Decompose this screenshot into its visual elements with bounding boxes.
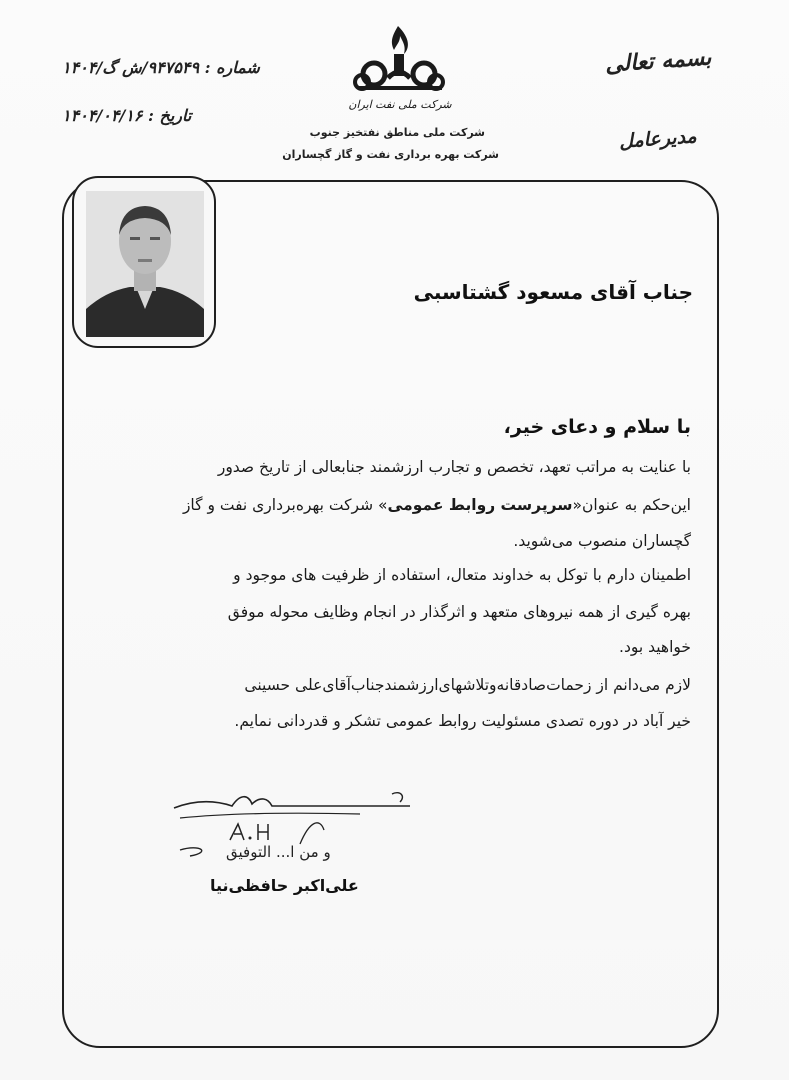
body-line: لازم می‌دانم از زحمات‌صادقانه‌وتلاشهای‌ارزشمندجناب‌آقای‌علی حسینی — [244, 676, 691, 694]
body-line: گچساران منصوب می‌شوید. — [513, 532, 691, 550]
letter-date: تاریخ : ۱۴۰۴/۰۴/۱۶ — [62, 106, 192, 125]
greeting: با سلام و دعای خیر، — [503, 416, 691, 438]
body-line: این‌حکم به عنوان«سرپرست روابط عمومی» شرکت بهره‌برداری نفت و گاز — [182, 496, 691, 514]
office-title: مدیرعامل — [618, 125, 698, 153]
body-line: اطمینان دارم با توکل به خداوند متعال، استفاده از ظرفیت های موجود و — [233, 566, 691, 584]
portrait-photo — [86, 191, 204, 337]
body-line: با عنایت به مراتب تعهد، تخصص و تجارب ارزشمند جنابعالی از تاریخ صدور — [217, 458, 691, 476]
portrait-icon — [86, 191, 204, 337]
flame-emblem-icon — [340, 22, 460, 122]
photo-frame — [72, 176, 216, 348]
recipient-name: جناب آقای مسعود گشتاسبی — [413, 280, 693, 304]
body-line: بهره گیری از همه نیروهای متعهد و اثرگذار در انجام وظایف محوله موفق — [227, 603, 691, 621]
body-line: خواهید بود. — [619, 638, 691, 656]
svg-text:شرکت ملی نفت ایران: شرکت ملی نفت ایران — [348, 98, 452, 111]
body-line: خیر آباد در دوره تصدی مسئولیت روابط عمومی تشکر و قدردانی نمایم. — [234, 712, 691, 730]
letter-number: شماره : ۹۴۷۵۴۹/ش گ/۱۴۰۴ — [62, 58, 260, 77]
signer-name: علی‌اکبر حافظی‌نیا — [210, 876, 359, 895]
org-name-line-1: شرکت ملی مناطق نفتخیز جنوب — [309, 126, 485, 139]
invocation-text: بسمه تعالی — [603, 44, 712, 78]
position-title: سرپرست روابط عمومی — [387, 496, 573, 514]
closing-phrase: و من ا... التوفیق — [226, 843, 331, 861]
signature-icon — [160, 780, 420, 880]
nioc-logo — [340, 22, 460, 122]
org-name-line-2: شرکت بهره برداری نفت و گاز گچساران — [282, 148, 499, 161]
